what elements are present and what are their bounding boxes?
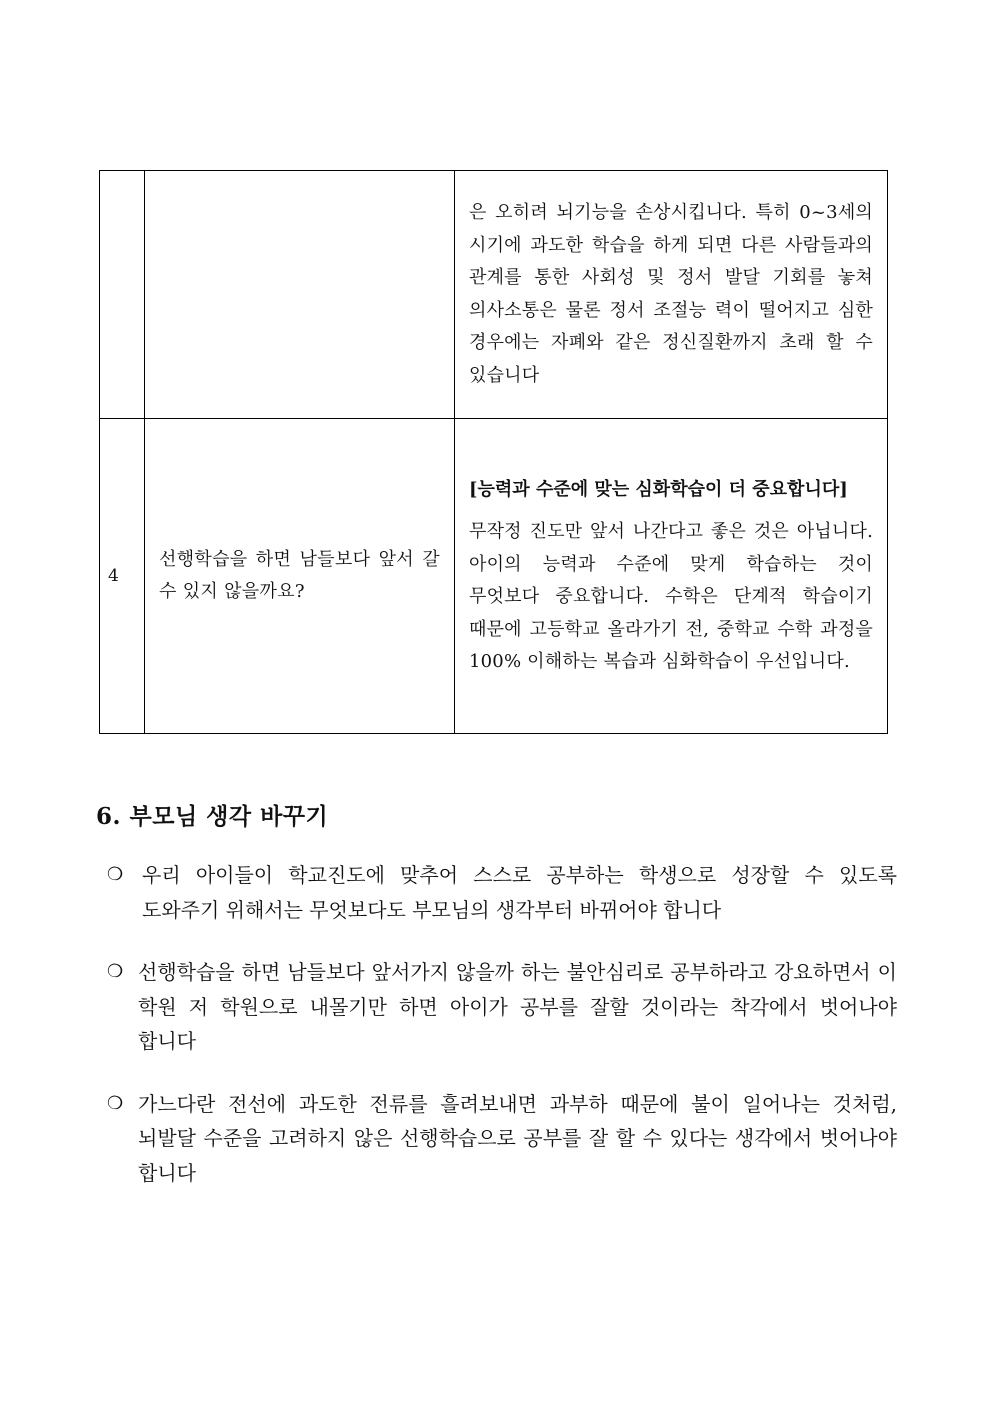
bullet-text: 선행학습을 하면 남들보다 앞서가지 않을까 하는 불안심리로 공부하라고 강요하면서 이 학원 저 학원으로 내몰기만 하면 아이가 공부를 잘할 것이라는 착각에서 벗어나야 합니다 xyxy=(138,960,897,1053)
question-cell xyxy=(145,419,455,734)
table-row xyxy=(100,171,888,419)
answer-body: 무작정 진도만 앞서 나간다고 좋은 것은 아닙니다. 아이의 능력과 수준에 맞게 학습하는 것이 무엇보다 중요합니다. 수학은 단계적 학습이기 때문에 고등학교 올라가기 전, 중학교 수학 과정을 100% 이해하는 복습과 심화학습이 우선입니다. xyxy=(469,521,873,672)
answer-body: 은 오히려 뇌기능을 손상시킵니다. 특히 0~3세의 시기에 과도한 학습을 하게 되면 다른 사람들과의 관계를 통한 사회성 및 정서 발달 기회를 놓쳐 의사소통은 물론 정서 조절능 력이 떨어지고 심한 경우에는 자폐와 같은 정신질환까지 초래 할 수 있습니다 xyxy=(469,202,873,386)
list-item xyxy=(107,858,897,927)
answer-cell xyxy=(455,171,888,419)
circle-bullet-icon: ❍ xyxy=(107,1092,124,1114)
section-heading: 6. 부모님 생각 바꾸기 xyxy=(96,803,329,830)
circle-bullet-icon: ❍ xyxy=(107,961,124,982)
bullet-text: 가느다란 전선에 과도한 전류를 흘려보내면 과부하 때문에 불이 일어나는 것처럼, 뇌발달 수준을 고려하지 않은 선행학습으로 공부를 잘 할 수 있다는 생각에서 벗어나야 합니다 xyxy=(138,1091,897,1185)
table-row xyxy=(100,419,888,734)
qa-table xyxy=(99,170,888,734)
bullet-text: 우리 아이들이 학교진도에 맞추어 스스로 공부하는 학생으로 성장할 수 있도록 도와주기 위해서는 무엇보다도 부모님의 생각부터 바뀌어야 합니다 xyxy=(142,863,897,922)
bullet-list xyxy=(107,858,897,1218)
answer-title: [능력과 수준에 맞는 심화학습이 더 중요합니다] xyxy=(469,478,848,500)
row-number-cell xyxy=(100,171,145,419)
question-text: 선행학습을 하면 남들보다 앞서 갈 수 있지 않을까요? xyxy=(159,548,440,602)
list-item xyxy=(107,1087,897,1191)
question-cell xyxy=(145,171,455,419)
row-number: 4 xyxy=(108,565,119,586)
list-item xyxy=(107,955,897,1059)
row-number-cell xyxy=(100,419,145,734)
answer-cell xyxy=(455,419,888,734)
circle-bullet-icon: ❍ xyxy=(107,864,124,885)
